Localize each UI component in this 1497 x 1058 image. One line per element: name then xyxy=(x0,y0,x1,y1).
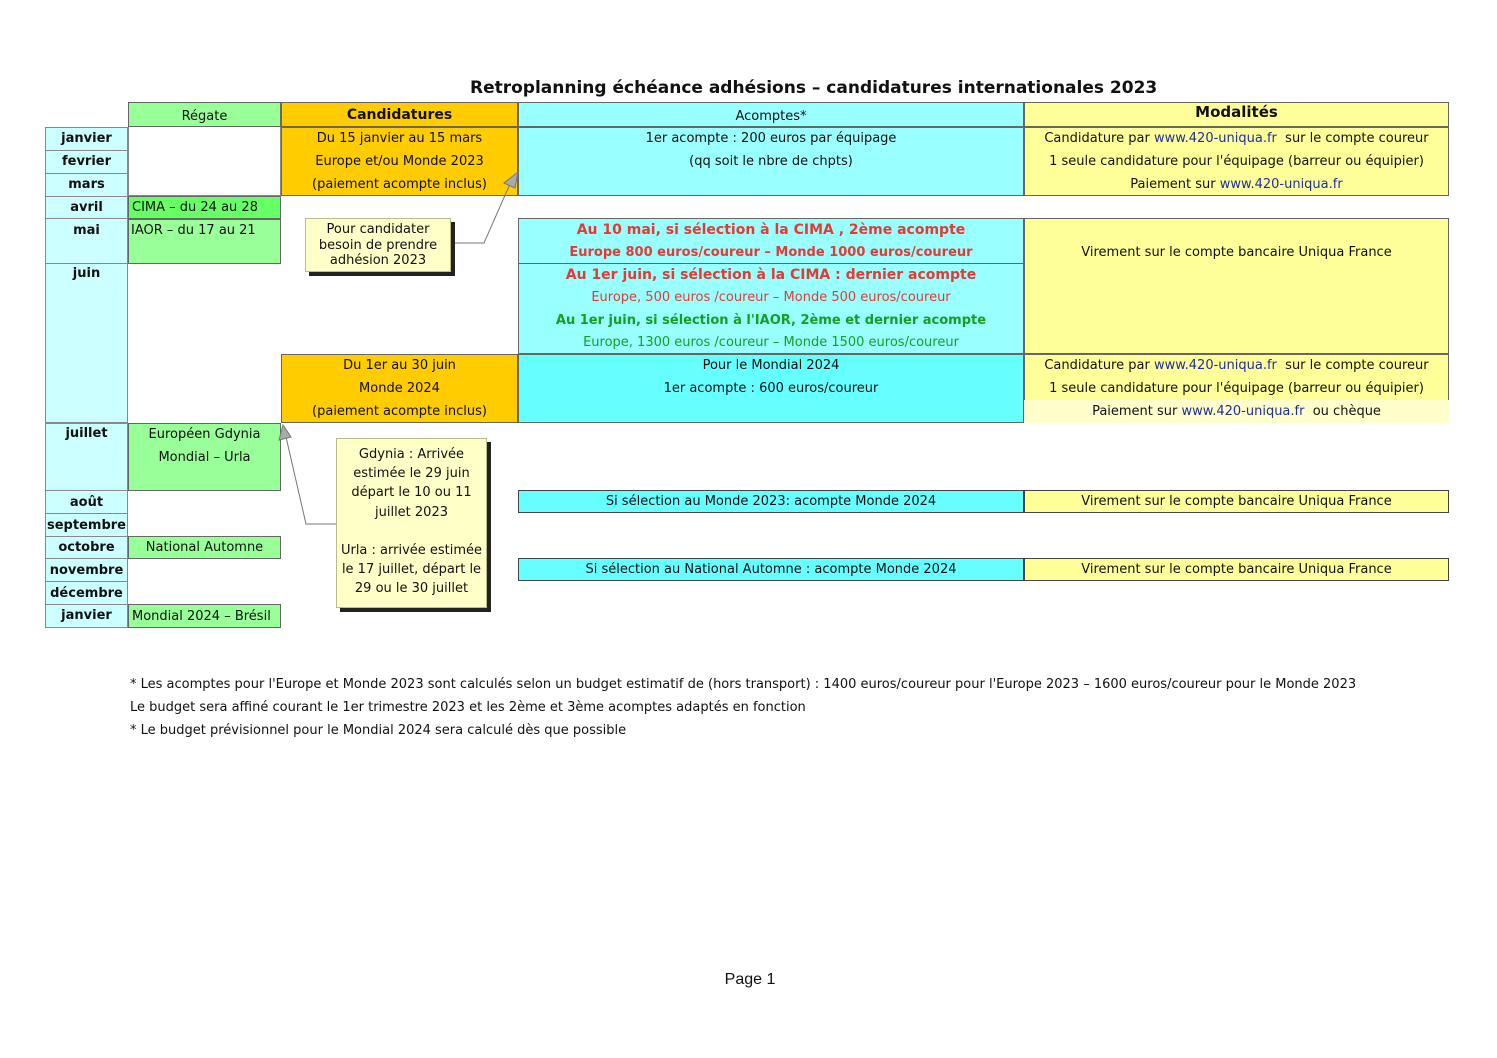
candidature-2023-line2: Europe et/ou Monde 2023 xyxy=(315,154,484,169)
modalite-virement-mai: Virement sur le compte bancaire Uniqua France xyxy=(1081,245,1392,260)
modalite-candidature-suffix: sur le compte coureur xyxy=(1276,131,1429,146)
candidature-2023-line1: Du 15 janvier au 15 mars xyxy=(316,131,483,146)
header-regate: Régate xyxy=(128,102,281,127)
acompte-q1-line1: 1er acompte : 200 euros par équipage xyxy=(645,131,897,146)
adhesion-arrow-head xyxy=(504,172,518,188)
month-decembre: décembre xyxy=(50,586,123,601)
modalite-paiement-prefix: Paiement sur xyxy=(1130,177,1220,192)
acompte-aout: Si sélection au Monde 2023: acompte Monde 2024 xyxy=(518,490,1024,513)
month-mai: mai xyxy=(73,223,100,238)
month-aout: août xyxy=(69,495,104,510)
month-octobre: octobre xyxy=(58,540,115,555)
month-juillet: juillet xyxy=(65,426,108,441)
modalite-candidature-prefix: Candidature par xyxy=(1044,358,1154,373)
note-voyage-line: Urla : arrivée estimée xyxy=(340,542,483,558)
regate-national-automne: National Automne xyxy=(128,536,281,559)
modalite-q1-une-seule: 1 seule candidature pour l'équipage (barreur ou équipier) xyxy=(1049,154,1424,169)
modalite-candidature-suffix: sur le compte coureur xyxy=(1276,358,1429,373)
month-juin: juin xyxy=(72,266,101,281)
footnote-2: Le budget sera affiné courant le 1er trimestre 2023 et les 2ème et 3ème acomptes adaptés en fonction xyxy=(130,700,806,715)
modalite-paiement-suffix: ou chèque xyxy=(1304,404,1381,419)
acompte-q1-line2: (qq soit le nbre de chpts) xyxy=(689,154,853,169)
voyage-arrow-line xyxy=(286,437,336,524)
note-adhesion-line: Pour candidater xyxy=(326,222,430,237)
website-link[interactable]: www.420-uniqua.fr xyxy=(1219,177,1343,192)
modalite-paiement-prefix: Paiement sur xyxy=(1092,404,1182,419)
regate-europeen-gdynia: Européen Gdynia xyxy=(148,427,261,442)
note-voyage-line: Gdynia : Arrivée xyxy=(358,447,465,462)
acompte-juin-line1: Au 1er juin, si sélection à la CIMA : dernier acompte xyxy=(565,266,977,283)
acompte-juin-line3: Au 1er juin, si sélection à l'IAOR, 2ème et dernier acompte xyxy=(555,313,987,328)
footnote-3: * Le budget prévisionnel pour le Mondial 2024 sera calculé dès que possible xyxy=(130,723,627,738)
candidature-2023-line3: (paiement acompte inclus) xyxy=(312,177,487,192)
month-novembre: novembre xyxy=(49,563,124,578)
acompte-novembre: Si sélection au National Automne : acompte Monde 2024 xyxy=(518,558,1024,581)
note-adhesion-line: besoin de prendre xyxy=(318,237,438,253)
page-number: Page 1 xyxy=(724,971,776,988)
modalite-virement-novembre: Virement sur le compte bancaire Uniqua France xyxy=(1024,558,1449,581)
candidature-2024-line3: (paiement acompte inclus) xyxy=(312,404,487,419)
page-title: Retroplanning échéance adhésions – candidatures internationales 2023 xyxy=(470,78,1158,98)
note-voyage-line: départ le 10 ou 11 xyxy=(351,485,472,501)
note-adhesion-line: adhésion 2023 xyxy=(329,253,427,269)
acompte-juin-line4: Europe, 1300 euros /coureur – Monde 1500 euros/coureur xyxy=(583,335,959,350)
month-janvier: janvier xyxy=(61,131,112,146)
note-voyage-line: juillet 2023 xyxy=(375,504,448,520)
website-link[interactable]: www.420-uniqua.fr xyxy=(1181,404,1305,419)
acompte-mondial-line1: Pour le Mondial 2024 xyxy=(702,358,840,373)
note-adhesion xyxy=(305,218,451,272)
acompte-mai-line1: Au 10 mai, si sélection à la CIMA , 2ème acompte xyxy=(576,221,966,238)
footnote-1: * Les acomptes pour l'Europe et Monde 2023 sont calculés selon un budget estimatif de (hors transport) : 1400 euros/coureur pour l'Europe 2023 – 1600 euros/coureur pour le Monde 2023 xyxy=(130,677,1357,692)
note-voyage xyxy=(336,438,487,608)
header-candidatures: Candidatures xyxy=(281,102,518,127)
month-fevrier: fevrier xyxy=(61,154,112,169)
modalite-candidature-prefix: Candidature par xyxy=(1044,131,1154,146)
header-modalites: Modalités xyxy=(1024,102,1449,127)
candidature-2024-line1: Du 1er au 30 juin xyxy=(343,358,456,373)
note-voyage-line: 29 ou le 30 juillet xyxy=(354,581,469,597)
voyage-arrow-head xyxy=(279,425,291,440)
website-link[interactable]: www.420-uniqua.fr xyxy=(1153,358,1277,373)
month-janvier-2024: janvier xyxy=(61,608,112,623)
adhesion-arrow-line xyxy=(452,184,510,243)
acompte-mai-line2: Europe 800 euros/coureur – Monde 1000 euros/coureur xyxy=(569,245,973,260)
month-avril: avril xyxy=(70,200,103,215)
regate-mondial-bresil: Mondial 2024 – Brésil xyxy=(128,604,281,628)
candidature-2024-line2: Monde 2024 xyxy=(359,381,440,396)
note-voyage-line xyxy=(337,522,486,541)
header-acomptes: Acomptes* xyxy=(518,102,1024,127)
modalite-virement-aout: Virement sur le compte bancaire Uniqua France xyxy=(1024,490,1449,513)
regate-cima: CIMA – du 24 au 28 xyxy=(128,196,281,219)
month-mars: mars xyxy=(68,177,105,192)
note-voyage-line: le 17 juillet, départ le xyxy=(341,562,482,578)
acompte-mondial-line2: 1er acompte : 600 euros/coureur xyxy=(663,381,879,396)
month-septembre: septembre xyxy=(47,518,126,533)
website-link[interactable]: www.420-uniqua.fr xyxy=(1153,131,1277,146)
modalite-mondial-une-seule: 1 seule candidature pour l'équipage (barreur ou équipier) xyxy=(1049,381,1424,396)
regate-iaor: IAOR – du 17 au 21 xyxy=(131,223,256,238)
regate-mondial-urla: Mondial – Urla xyxy=(158,450,251,465)
note-voyage-line: estimée le 29 juin xyxy=(353,466,470,482)
acompte-juin-line2: Europe, 500 euros /coureur – Monde 500 euros/coureur xyxy=(591,290,951,305)
